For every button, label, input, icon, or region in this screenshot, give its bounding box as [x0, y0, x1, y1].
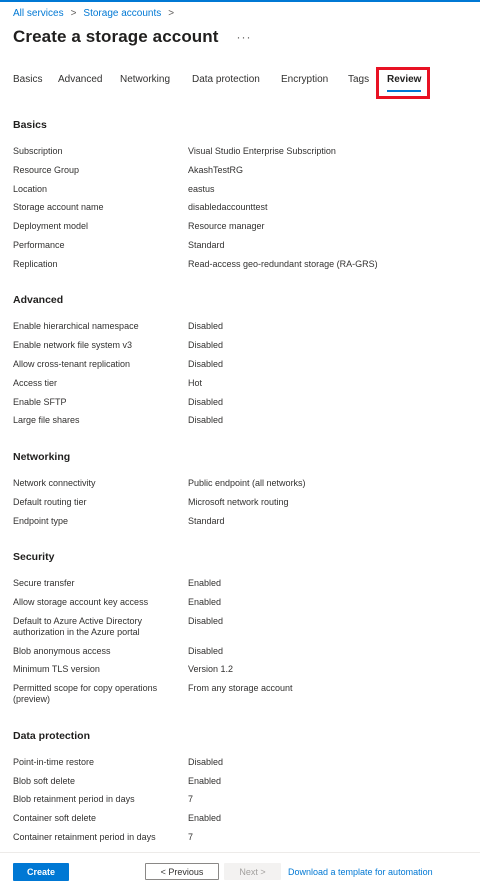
summary-row-value: Disabled	[188, 396, 224, 407]
summary-row-label: Minimum TLS version	[13, 664, 100, 675]
summary-row-value: AkashTestRG	[188, 164, 244, 175]
summary-row	[13, 240, 473, 251]
summary-row-label: Replication	[13, 258, 58, 269]
summary-row-label: Container soft delete	[13, 813, 97, 824]
section-title-networking: Networking	[13, 451, 71, 463]
summary-row	[13, 340, 473, 351]
summary-row-value: 7	[188, 832, 194, 842]
summary-row-label: Endpoint type	[13, 515, 69, 526]
summary-row-label: Storage account name	[13, 202, 104, 213]
summary-row-value: disabledaccounttest	[188, 202, 268, 213]
summary-row	[13, 664, 473, 675]
review-tab-highlight-box	[376, 67, 430, 99]
section-title-basics: Basics	[13, 119, 47, 131]
chevron-right-icon: >	[168, 8, 175, 19]
summary-row	[13, 757, 473, 768]
summary-row	[13, 321, 473, 332]
summary-row	[13, 378, 473, 389]
summary-row	[13, 578, 473, 589]
summary-row-label: Enable SFTP	[13, 396, 67, 407]
summary-row-value: Microsoft network routing	[188, 496, 289, 507]
summary-row-label: Enable hierarchical namespace	[13, 321, 139, 332]
summary-row-label: Subscription	[13, 146, 63, 156]
previous-button[interactable]: < Previous	[145, 863, 219, 880]
summary-row-label: Blob retainment period in days	[13, 794, 135, 805]
summary-row-value: Disabled	[188, 756, 224, 767]
summary-row	[13, 221, 473, 232]
summary-row-value: eastus	[188, 183, 215, 194]
summary-row	[13, 415, 473, 426]
breadcrumb-all-services[interactable]: All services	[13, 8, 64, 19]
summary-row	[13, 497, 473, 508]
breadcrumb	[13, 8, 181, 19]
summary-row-value: From any storage account	[188, 683, 293, 694]
summary-row	[13, 832, 473, 843]
summary-row-label: Allow cross-tenant replication	[13, 359, 131, 369]
summary-row	[13, 646, 473, 657]
summary-row-value: Enabled	[188, 813, 222, 824]
summary-row-label: Blob soft delete	[13, 775, 76, 786]
summary-row-value: Resource manager	[188, 221, 265, 232]
summary-row-value: Disabled	[188, 359, 224, 369]
summary-row-value: Hot	[188, 377, 203, 388]
summary-row	[13, 184, 473, 195]
section-title-advanced: Advanced	[13, 294, 64, 307]
summary-row	[13, 616, 473, 638]
summary-row	[13, 516, 473, 527]
summary-row	[13, 478, 473, 489]
page-header	[13, 27, 252, 47]
next-button[interactable]: Next >	[224, 863, 281, 880]
summary-row-label: Access tier	[13, 377, 58, 388]
tab-basics[interactable]: Basics	[13, 74, 43, 85]
summary-row	[13, 202, 473, 213]
summary-row	[13, 683, 473, 705]
summary-row-label: Default routing tier	[13, 496, 87, 507]
section-title-security: Security	[13, 551, 55, 564]
summary-row-value: Version 1.2	[188, 664, 234, 675]
summary-row-value: Disabled	[188, 340, 224, 351]
summary-row-label: Large file shares	[13, 415, 80, 426]
tab-tags[interactable]: Tags	[348, 74, 370, 85]
create-button[interactable]: Create	[13, 863, 69, 881]
top-accent-line	[0, 0, 480, 2]
summary-row-value: Public endpoint (all networks)	[188, 478, 306, 488]
summary-row-label: Deployment model	[13, 221, 89, 232]
chevron-right-icon: >	[70, 8, 77, 19]
summary-row	[13, 794, 473, 805]
tab-encryption[interactable]: Encryption	[281, 74, 329, 85]
page-title: Create a storage account	[13, 27, 219, 46]
summary-row-label: Enable network file system v3	[13, 340, 133, 351]
summary-row-value: Visual Studio Enterprise Subscription	[188, 146, 336, 156]
summary-row	[13, 813, 473, 824]
summary-row-value: Enabled	[188, 597, 222, 607]
more-options-icon[interactable]: ···	[236, 30, 252, 44]
summary-row-label: Performance	[13, 240, 65, 250]
breadcrumb-storage-accounts[interactable]: Storage accounts	[83, 8, 162, 19]
summary-row-value: Read-access geo-redundant storage (RA-GRS)	[188, 258, 378, 269]
summary-row	[13, 165, 473, 176]
summary-row-label: Default to Azure Active Directory authorization in the Azure portal	[13, 615, 143, 637]
summary-row-label: Blob anonymous access	[13, 645, 111, 656]
summary-row-label: Container retainment period in days	[13, 832, 156, 842]
summary-row-value: Disabled	[188, 321, 224, 332]
tab-networking[interactable]: Networking	[120, 74, 171, 85]
summary-row-label: Point-in-time restore	[13, 756, 95, 767]
summary-row-value: Standard	[188, 515, 225, 526]
summary-row-value: Enabled	[188, 775, 222, 786]
tab-review[interactable]: Review	[387, 74, 422, 85]
summary-row-label: Secure transfer	[13, 578, 75, 589]
download-template-link[interactable]: Download a template for automation	[288, 867, 433, 877]
tab-data-protection[interactable]: Data protection	[192, 74, 260, 85]
summary-row-label: Resource Group	[13, 164, 80, 175]
summary-row-label: Allow storage account key access	[13, 597, 149, 607]
summary-row-value: Disabled	[188, 645, 224, 656]
summary-row-label: Network connectivity	[13, 478, 96, 488]
summary-row	[13, 397, 473, 408]
tab-advanced[interactable]: Advanced	[58, 74, 103, 85]
summary-row	[13, 359, 473, 370]
summary-row-value: Disabled	[188, 415, 224, 426]
summary-row-label: Permitted scope for copy operations (preview)	[13, 683, 158, 705]
summary-row	[13, 776, 473, 787]
summary-row-value: 7	[188, 794, 194, 805]
summary-row	[13, 146, 473, 157]
section-title-data-protection: Data protection	[13, 729, 91, 742]
summary-row-label: Location	[13, 183, 48, 194]
summary-row-value: Disabled	[188, 615, 224, 626]
summary-row-value: Enabled	[188, 578, 222, 589]
summary-row	[13, 597, 473, 608]
summary-row-value: Standard	[188, 240, 225, 250]
summary-row	[13, 259, 473, 270]
